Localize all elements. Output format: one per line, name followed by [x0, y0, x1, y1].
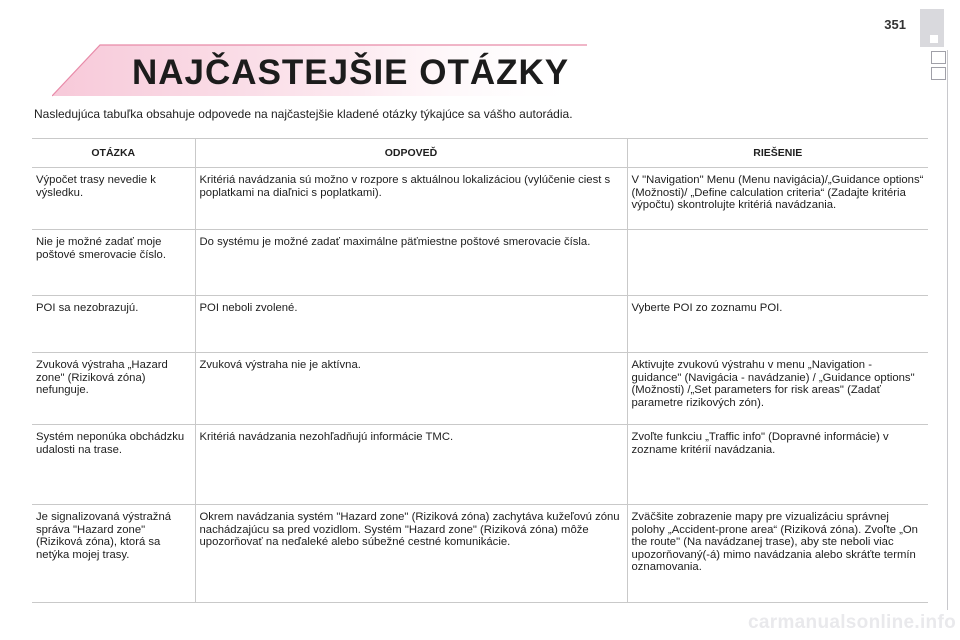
- table-row: [32, 168, 928, 230]
- column-header-solution: RIEŠENIE: [627, 139, 928, 168]
- question-cell: Zvuková výstraha „Hazard zone" (Riziková zóna) nefunguje.: [32, 353, 195, 425]
- answer-cell: Zvuková výstraha nie je aktívna.: [195, 353, 627, 425]
- answer-cell: Kritériá navádzania nezohľadňujú informácie TMC.: [195, 425, 627, 505]
- page-title: NAJČASTEJŠIE OTÁZKY: [132, 53, 570, 92]
- table-row: [32, 353, 928, 425]
- answer-cell: Okrem navádzania systém "Hazard zone" (Riziková zóna) zachytáva kužeľovú zónu nachádzajúcu sa pred vozidlom. Systém "Hazard zone" (Riziková zóna) môže upozorňovať na neďaleké alebo súbežné cestné komunikácie.: [195, 505, 627, 603]
- side-rule: [947, 50, 948, 610]
- intro-text: Nasledujúca tabuľka obsahuje odpovede na najčastejšie kladené otázky týkajúce sa vášho autorádia.: [34, 107, 573, 121]
- column-header-question: OTÁZKA: [32, 139, 195, 168]
- table-header-row: [32, 139, 928, 168]
- solution-cell: Zvoľte funkciu „Traffic info" (Dopravné informácie) v zozname kritérií navádzania.: [627, 425, 928, 505]
- table-row: [32, 505, 928, 603]
- solution-cell: V "Navigation" Menu (Menu navigácia)/„Guidance options“ (Možnosti)/ „Define calculation criteria“ (Zadajte kritéria výpočtu) skontrolujte kritériá navádzania.: [627, 168, 928, 230]
- faq-table: [32, 138, 928, 603]
- side-marker-box: [931, 51, 946, 64]
- table-row: [32, 425, 928, 505]
- answer-cell: Do systému je možné zadať maximálne päťmiestne poštové smerovacie čísla.: [195, 230, 627, 296]
- solution-cell: Vyberte POI zo zoznamu POI.: [627, 296, 928, 353]
- watermark: carmanualsonline.info: [748, 612, 956, 633]
- question-cell: Nie je možné zadať moje poštové smerovacie číslo.: [32, 230, 195, 296]
- question-cell: Výpočet trasy nevedie k výsledku.: [32, 168, 195, 230]
- column-header-answer: ODPOVEĎ: [195, 139, 627, 168]
- answer-cell: Kritériá navádzania sú možno v rozpore s aktuálnou lokalizáciou (vylúčenie ciest s poplatkami na diaľnici s poplatkami).: [195, 168, 627, 230]
- corner-tab: [920, 9, 944, 47]
- solution-cell: Aktivujte zvukovú výstrahu v menu „Navigation - guidance" (Navigácia - navádzanie) / „Guidance options" (Možnosti) /„Set parameters for risk areas" (Zadať parametre rizikových zón).: [627, 353, 928, 425]
- side-marker-box: [931, 67, 946, 80]
- table-row: [32, 296, 928, 353]
- solution-cell: Zväčšite zobrazenie mapy pre vizualizáciu správnej polohy „Accident-prone area“ (Riziková zóna). Zvoľte „On the route" (Na navádzanej trase), aby ste neboli viac upozorňovaný(-á) mimo navádzania alebo skráťte termín oznamovania.: [627, 505, 928, 603]
- question-cell: POI sa nezobrazujú.: [32, 296, 195, 353]
- question-cell: Je signalizovaná výstražná správa "Hazard zone" (Riziková zóna), ktorá sa netýka mojej trasy.: [32, 505, 195, 603]
- question-cell: Systém neponúka obchádzku udalosti na trase.: [32, 425, 195, 505]
- answer-cell: POI neboli zvolené.: [195, 296, 627, 353]
- solution-cell: [627, 230, 928, 296]
- page-number: 351: [884, 17, 906, 32]
- corner-tab-notch: [930, 35, 938, 43]
- table-row: [32, 230, 928, 296]
